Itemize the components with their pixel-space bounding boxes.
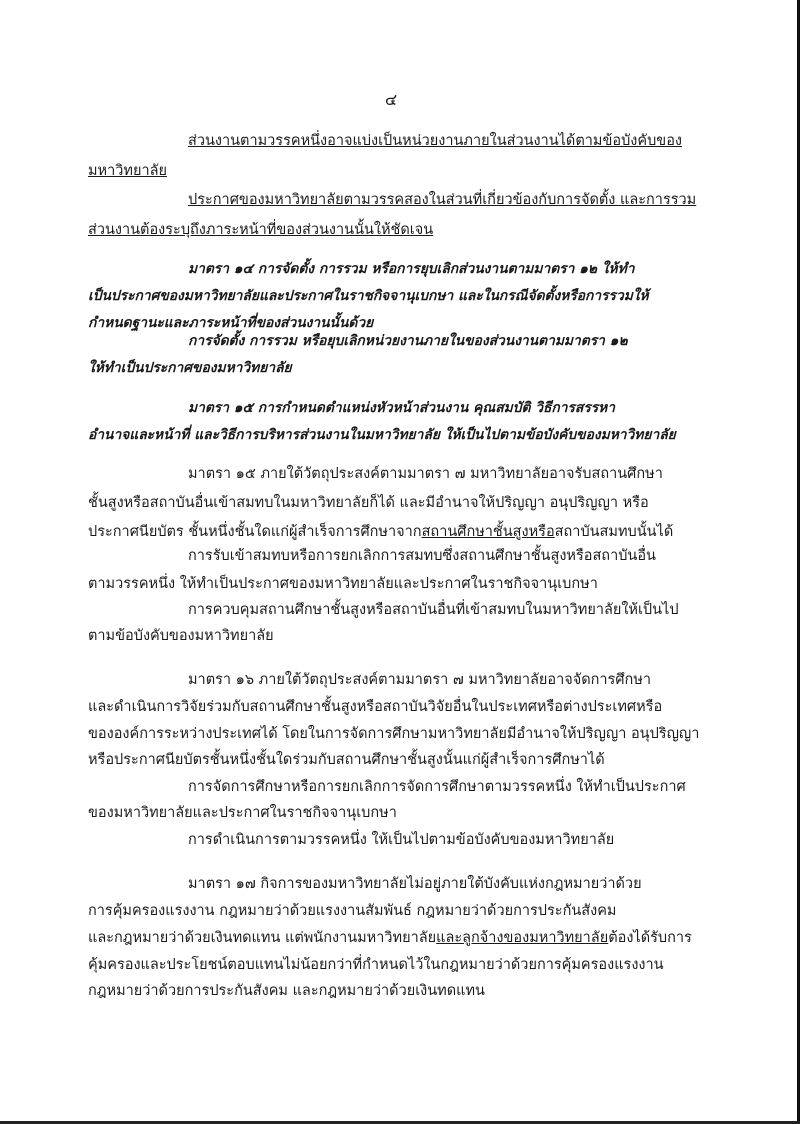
section-line: มาตรา ๑๔ การจัดตั้ง การรวม หรือการยุบเลิกส่วนงานตามมาตรา ๑๒ ให้ทำ (188, 261, 635, 277)
paragraph-line: ส่วนงานตามวรรคหนึ่งอาจแบ่งเป็นหน่วยงานภายในส่วนงานได้ตามข้อบังคับของ (188, 133, 682, 149)
text-segment: ต้องได้รับการ (608, 930, 692, 946)
article-line (88, 522, 673, 542)
article-line: กฎหมายว่าด้วยการประกันสังคม และกฎหมายว่าด้วยเงินทดแทน (88, 983, 485, 999)
text-segment: และกฎหมายว่าด้วยเงินทดแทน แต่พนักงานมหาวิทยาลัย (88, 930, 437, 946)
article-line: มาตรา ๑๗ กิจการของมหาวิทยาลัยไม่อยู่ภายใต้บังคับแห่งกฎหมายว่าด้วย (188, 876, 642, 892)
section-line: อำนาจและหน้าที่ และวิธีการบริหารส่วนงานในมหาวิทยาลัย ให้เป็นไปตามข้อบังคับของมหาวิทยาลัย (88, 427, 676, 443)
article-line: ชั้นสูงหรือสถาบันอื่นเข้าสมทบในมหาวิทยาลัยก็ได้ และมีอำนาจให้ปริญญา อนุปริญญา หรือ (88, 495, 649, 511)
article-line: การจัดการศึกษาหรือการยกเลิกการจัดการศึกษาตามวรรคหนึ่ง ให้ทำเป็นประกาศ (188, 779, 686, 795)
section-line: การจัดตั้ง การรวม หรือยุบเลิกหน่วยงานภายในของส่วนงานตามมาตรา ๑๒ (188, 333, 628, 349)
underlined-text: สถานศึกษาชั้นสูงหรือ (421, 524, 555, 540)
article-line: ตามวรรคหนึ่ง ให้ทำเป็นประกาศของมหาวิทยาลัยและประกาศในราชกิจจานุเบกษา (88, 576, 598, 592)
underlined-text: และลูกจ้างของมหาวิทยาลัย (436, 930, 609, 946)
paragraph-line: ประกาศของมหาวิทยาลัยตามวรรคสองในส่วนที่เกี่ยวข้องกับการจัดตั้ง และการรวม (188, 192, 697, 208)
article-line: การควบคุมสถานศึกษาชั้นสูงหรือสถาบันอื่นที่เข้าสมทบในมหาวิทยาลัยให้เป็นไป (188, 602, 679, 618)
article-line: มาตรา ๑๕ ภายใต้วัตถุประสงค์ตามมาตรา ๗ มหาวิทยาลัยอาจรับสถานศึกษา (188, 466, 663, 482)
article-line: มาตรา ๑๖ ภายใต้วัตถุประสงค์ตามมาตรา ๗ มหาวิทยาลัยอาจจัดการศึกษา (188, 672, 652, 688)
article-line: การรับเข้าสมทบหรือการยกเลิกการสมทบซึ่งสถานศึกษาชั้นสูงหรือสถาบันอื่น (188, 548, 656, 564)
paragraph-line: ส่วนงานต้องระบุถึงภาระหน้าที่ของส่วนงานนั้นให้ชัดเจน (88, 222, 434, 238)
article-line (88, 928, 692, 948)
text-segment: สถาบันสมทบนั้นได้ (554, 524, 674, 540)
section-line: มาตรา ๑๕ การกำหนดตำแหน่งหัวหน้าส่วนงาน คุณสมบัติ วิธีการสรรหา (188, 400, 615, 416)
section-line: เป็นประกาศของมหาวิทยาลัยและประกาศในราชกิจจานุเบกษา และในกรณีจัดตั้งหรือการรวมให้ (88, 288, 649, 304)
page-number: ๔ (385, 90, 398, 109)
text-segment: ประกาศนียบัตร ชั้นหนึ่งชั้นใดแก่ผู้สำเร็จการศึกษาจาก (88, 524, 422, 540)
section-line: ให้ทำเป็นประกาศของมหาวิทยาลัย (88, 360, 292, 376)
article-line: และดำเนินการวิจัยร่วมกับสถานศึกษาชั้นสูงหรือสถาบันวิจัยอื่นในประเทศหรือต่างประเทศหรือ (88, 699, 663, 715)
article-line: คุ้มครองและประโยชน์ตอบแทนไม่น้อยกว่าที่กำหนดไว้ในกฎหมายว่าด้วยการคุ้มครองแรงงาน (88, 957, 664, 973)
section-line: กำหนดฐานะและภาระหน้าที่ของส่วนงานนั้นด้วย (88, 315, 374, 331)
article-line: หรือประกาศนียบัตรชั้นหนึ่งชั้นใดร่วมกับสถานศึกษาชั้นสูงนั้นแก่ผู้สำเร็จการศึกษาได้ (88, 752, 605, 768)
article-line: ของมหาวิทยาลัยและประกาศในราชกิจจานุเบกษา (88, 805, 397, 821)
paragraph-line: มหาวิทยาลัย (88, 163, 167, 179)
article-line: การคุ้มครองแรงงาน กฎหมายว่าด้วยแรงงานสัมพันธ์ กฎหมายว่าด้วยการประกันสังคม (88, 903, 617, 919)
article-line: การดำเนินการตามวรรคหนึ่ง ให้เป็นไปตามข้อบังคับของมหาวิทยาลัย (188, 832, 615, 848)
article-line: ขององค์การระหว่างประเทศได้ โดยในการจัดการศึกษามหาวิทยาลัยมีอำนาจให้ปริญญา อนุปริญญา (88, 726, 700, 742)
article-line: ตามข้อบังคับของมหาวิทยาลัย (88, 628, 274, 644)
